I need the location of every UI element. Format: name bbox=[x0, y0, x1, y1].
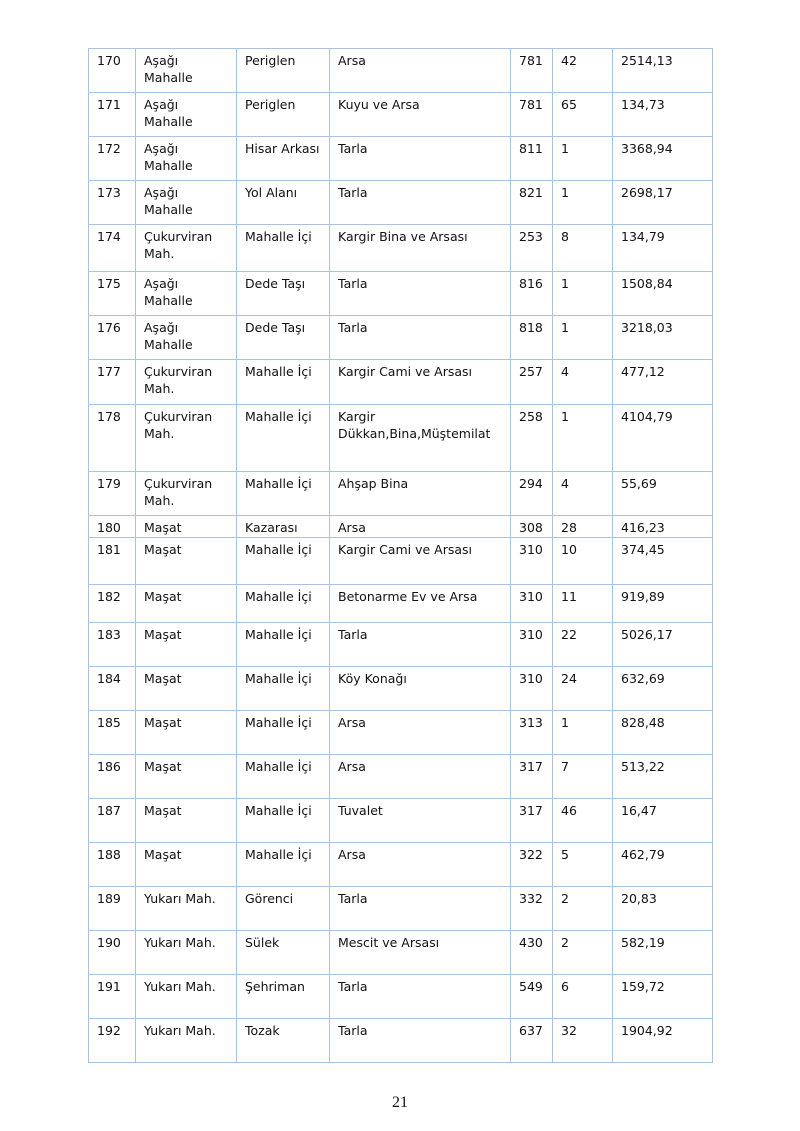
cell-parcel-number: 46 bbox=[553, 799, 613, 843]
cell-neighborhood: Aşağı Mahalle bbox=[136, 316, 237, 360]
cell-area: 4104,79 bbox=[613, 405, 713, 472]
table-row bbox=[89, 667, 713, 711]
cell-block-number: 258 bbox=[511, 405, 553, 472]
cell-neighborhood: Aşağı Mahalle bbox=[136, 137, 237, 181]
cell-neighborhood: Çukurviran Mah. bbox=[136, 472, 237, 516]
cell-parcel-number: 22 bbox=[553, 623, 613, 667]
table-row bbox=[89, 931, 713, 975]
cell-property-type: Arsa bbox=[330, 516, 511, 538]
table-row bbox=[89, 472, 713, 516]
cell-property-type: Ahşap Bina bbox=[330, 472, 511, 516]
cell-locality: Dede Taşı bbox=[237, 272, 330, 316]
cell-neighborhood: Çukurviran Mah. bbox=[136, 360, 237, 405]
cell-block-number: 549 bbox=[511, 975, 553, 1019]
cell-row-number: 171 bbox=[89, 93, 136, 137]
cell-property-type: Kargir Cami ve Arsası bbox=[330, 360, 511, 405]
cell-locality: Mahalle İçi bbox=[237, 755, 330, 799]
cell-neighborhood: Çukurviran Mah. bbox=[136, 405, 237, 472]
cell-neighborhood: Aşağı Mahalle bbox=[136, 93, 237, 137]
cell-row-number: 192 bbox=[89, 1019, 136, 1063]
cell-parcel-number: 1 bbox=[553, 137, 613, 181]
cell-parcel-number: 8 bbox=[553, 225, 613, 272]
cell-block-number: 811 bbox=[511, 137, 553, 181]
table-row bbox=[89, 405, 713, 472]
cell-locality: Görenci bbox=[237, 887, 330, 931]
cell-area: 513,22 bbox=[613, 755, 713, 799]
cell-block-number: 781 bbox=[511, 49, 553, 93]
cell-area: 159,72 bbox=[613, 975, 713, 1019]
cell-property-type: Tarla bbox=[330, 887, 511, 931]
cell-row-number: 175 bbox=[89, 272, 136, 316]
cell-neighborhood: Yukarı Mah. bbox=[136, 975, 237, 1019]
cell-block-number: 332 bbox=[511, 887, 553, 931]
cell-property-type: Kuyu ve Arsa bbox=[330, 93, 511, 137]
cell-area: 374,45 bbox=[613, 538, 713, 585]
cell-parcel-number: 2 bbox=[553, 887, 613, 931]
cell-locality: Mahalle İçi bbox=[237, 360, 330, 405]
cell-row-number: 190 bbox=[89, 931, 136, 975]
cell-area: 134,73 bbox=[613, 93, 713, 137]
table-row bbox=[89, 360, 713, 405]
cell-neighborhood: Yukarı Mah. bbox=[136, 931, 237, 975]
cell-parcel-number: 32 bbox=[553, 1019, 613, 1063]
cell-property-type: Tuvalet bbox=[330, 799, 511, 843]
table-row bbox=[89, 225, 713, 272]
cell-row-number: 170 bbox=[89, 49, 136, 93]
cell-parcel-number: 10 bbox=[553, 538, 613, 585]
cell-locality: Yol Alanı bbox=[237, 181, 330, 225]
cell-parcel-number: 1 bbox=[553, 316, 613, 360]
cell-locality: Mahalle İçi bbox=[237, 585, 330, 623]
cell-row-number: 180 bbox=[89, 516, 136, 538]
cell-area: 416,23 bbox=[613, 516, 713, 538]
cell-locality: Mahalle İçi bbox=[237, 799, 330, 843]
cell-property-type: Tarla bbox=[330, 316, 511, 360]
cell-row-number: 174 bbox=[89, 225, 136, 272]
cell-row-number: 177 bbox=[89, 360, 136, 405]
cell-property-type: Kargir Bina ve Arsası bbox=[330, 225, 511, 272]
cell-parcel-number: 1 bbox=[553, 181, 613, 225]
cell-block-number: 637 bbox=[511, 1019, 553, 1063]
table-row bbox=[89, 755, 713, 799]
table-row bbox=[89, 711, 713, 755]
cell-row-number: 182 bbox=[89, 585, 136, 623]
cell-property-type: Tarla bbox=[330, 137, 511, 181]
cell-locality: Mahalle İçi bbox=[237, 711, 330, 755]
cell-locality: Mahalle İçi bbox=[237, 225, 330, 272]
cell-property-type: Tarla bbox=[330, 272, 511, 316]
table-row bbox=[89, 799, 713, 843]
cell-parcel-number: 4 bbox=[553, 472, 613, 516]
table-row bbox=[89, 49, 713, 93]
cell-neighborhood: Çukurviran Mah. bbox=[136, 225, 237, 272]
cell-area: 5026,17 bbox=[613, 623, 713, 667]
cell-neighborhood: Yukarı Mah. bbox=[136, 887, 237, 931]
table-body bbox=[89, 49, 713, 1063]
table-row bbox=[89, 272, 713, 316]
cell-parcel-number: 7 bbox=[553, 755, 613, 799]
cell-neighborhood: Aşağı Mahalle bbox=[136, 49, 237, 93]
table-row bbox=[89, 516, 713, 538]
cell-locality: Mahalle İçi bbox=[237, 538, 330, 585]
cell-row-number: 184 bbox=[89, 667, 136, 711]
cell-row-number: 183 bbox=[89, 623, 136, 667]
table-row bbox=[89, 181, 713, 225]
cell-block-number: 310 bbox=[511, 585, 553, 623]
cell-property-type: Tarla bbox=[330, 1019, 511, 1063]
cell-block-number: 430 bbox=[511, 931, 553, 975]
cell-block-number: 816 bbox=[511, 272, 553, 316]
cell-neighborhood: Yukarı Mah. bbox=[136, 1019, 237, 1063]
cell-locality: Mahalle İçi bbox=[237, 472, 330, 516]
cell-area: 828,48 bbox=[613, 711, 713, 755]
cell-property-type: Arsa bbox=[330, 755, 511, 799]
cell-row-number: 185 bbox=[89, 711, 136, 755]
cell-area: 1508,84 bbox=[613, 272, 713, 316]
cell-block-number: 310 bbox=[511, 623, 553, 667]
cell-neighborhood: Maşat bbox=[136, 799, 237, 843]
cell-locality: Dede Taşı bbox=[237, 316, 330, 360]
cell-property-type: Arsa bbox=[330, 711, 511, 755]
property-records-table bbox=[88, 48, 713, 1063]
cell-row-number: 178 bbox=[89, 405, 136, 472]
cell-neighborhood: Maşat bbox=[136, 667, 237, 711]
cell-row-number: 187 bbox=[89, 799, 136, 843]
cell-locality: Tozak bbox=[237, 1019, 330, 1063]
cell-parcel-number: 4 bbox=[553, 360, 613, 405]
cell-row-number: 176 bbox=[89, 316, 136, 360]
cell-parcel-number: 1 bbox=[553, 405, 613, 472]
cell-block-number: 310 bbox=[511, 538, 553, 585]
cell-block-number: 308 bbox=[511, 516, 553, 538]
cell-row-number: 181 bbox=[89, 538, 136, 585]
cell-area: 2698,17 bbox=[613, 181, 713, 225]
cell-area: 16,47 bbox=[613, 799, 713, 843]
cell-property-type: Tarla bbox=[330, 181, 511, 225]
cell-parcel-number: 1 bbox=[553, 711, 613, 755]
cell-parcel-number: 24 bbox=[553, 667, 613, 711]
cell-area: 2514,13 bbox=[613, 49, 713, 93]
cell-parcel-number: 65 bbox=[553, 93, 613, 137]
cell-parcel-number: 28 bbox=[553, 516, 613, 538]
cell-area: 582,19 bbox=[613, 931, 713, 975]
cell-locality: Periglen bbox=[237, 49, 330, 93]
cell-property-type: Kargir Cami ve Arsası bbox=[330, 538, 511, 585]
cell-row-number: 179 bbox=[89, 472, 136, 516]
cell-block-number: 818 bbox=[511, 316, 553, 360]
cell-parcel-number: 42 bbox=[553, 49, 613, 93]
cell-neighborhood: Maşat bbox=[136, 755, 237, 799]
cell-block-number: 313 bbox=[511, 711, 553, 755]
cell-area: 462,79 bbox=[613, 843, 713, 887]
cell-block-number: 294 bbox=[511, 472, 553, 516]
table-row bbox=[89, 843, 713, 887]
table-row bbox=[89, 93, 713, 137]
cell-row-number: 173 bbox=[89, 181, 136, 225]
table-row bbox=[89, 975, 713, 1019]
cell-locality: Mahalle İçi bbox=[237, 405, 330, 472]
cell-row-number: 191 bbox=[89, 975, 136, 1019]
cell-area: 55,69 bbox=[613, 472, 713, 516]
table-row bbox=[89, 585, 713, 623]
cell-parcel-number: 6 bbox=[553, 975, 613, 1019]
cell-block-number: 253 bbox=[511, 225, 553, 272]
cell-locality: Hisar Arkası bbox=[237, 137, 330, 181]
cell-locality: Mahalle İçi bbox=[237, 843, 330, 887]
cell-neighborhood: Aşağı Mahalle bbox=[136, 181, 237, 225]
cell-block-number: 781 bbox=[511, 93, 553, 137]
cell-area: 477,12 bbox=[613, 360, 713, 405]
cell-row-number: 189 bbox=[89, 887, 136, 931]
table-row bbox=[89, 137, 713, 181]
cell-property-type: Mescit ve Arsası bbox=[330, 931, 511, 975]
cell-area: 20,83 bbox=[613, 887, 713, 931]
cell-parcel-number: 1 bbox=[553, 272, 613, 316]
cell-row-number: 188 bbox=[89, 843, 136, 887]
cell-locality: Mahalle İçi bbox=[237, 623, 330, 667]
cell-property-type: Kargir Dükkan,Bina,Müştemilat bbox=[330, 405, 511, 472]
cell-locality: Periglen bbox=[237, 93, 330, 137]
cell-property-type: Arsa bbox=[330, 843, 511, 887]
table-row bbox=[89, 1019, 713, 1063]
cell-property-type: Arsa bbox=[330, 49, 511, 93]
table-row bbox=[89, 623, 713, 667]
cell-parcel-number: 2 bbox=[553, 931, 613, 975]
cell-property-type: Tarla bbox=[330, 623, 511, 667]
cell-locality: Sülek bbox=[237, 931, 330, 975]
table-row bbox=[89, 316, 713, 360]
cell-parcel-number: 11 bbox=[553, 585, 613, 623]
cell-neighborhood: Maşat bbox=[136, 711, 237, 755]
cell-property-type: Betonarme Ev ve Arsa bbox=[330, 585, 511, 623]
cell-neighborhood: Maşat bbox=[136, 516, 237, 538]
cell-block-number: 322 bbox=[511, 843, 553, 887]
cell-parcel-number: 5 bbox=[553, 843, 613, 887]
cell-block-number: 310 bbox=[511, 667, 553, 711]
cell-area: 632,69 bbox=[613, 667, 713, 711]
cell-area: 3368,94 bbox=[613, 137, 713, 181]
cell-area: 134,79 bbox=[613, 225, 713, 272]
cell-row-number: 186 bbox=[89, 755, 136, 799]
table-row bbox=[89, 538, 713, 585]
cell-neighborhood: Maşat bbox=[136, 538, 237, 585]
cell-area: 919,89 bbox=[613, 585, 713, 623]
cell-locality: Kazarası bbox=[237, 516, 330, 538]
page-number: 21 bbox=[392, 1094, 408, 1111]
cell-neighborhood: Maşat bbox=[136, 843, 237, 887]
table-row bbox=[89, 887, 713, 931]
cell-property-type: Tarla bbox=[330, 975, 511, 1019]
cell-area: 3218,03 bbox=[613, 316, 713, 360]
cell-neighborhood: Aşağı Mahalle bbox=[136, 272, 237, 316]
cell-neighborhood: Maşat bbox=[136, 585, 237, 623]
cell-block-number: 257 bbox=[511, 360, 553, 405]
cell-neighborhood: Maşat bbox=[136, 623, 237, 667]
cell-locality: Mahalle İçi bbox=[237, 667, 330, 711]
cell-property-type: Köy Konağı bbox=[330, 667, 511, 711]
cell-block-number: 317 bbox=[511, 755, 553, 799]
cell-locality: Şehriman bbox=[237, 975, 330, 1019]
cell-block-number: 821 bbox=[511, 181, 553, 225]
cell-row-number: 172 bbox=[89, 137, 136, 181]
cell-block-number: 317 bbox=[511, 799, 553, 843]
cell-area: 1904,92 bbox=[613, 1019, 713, 1063]
